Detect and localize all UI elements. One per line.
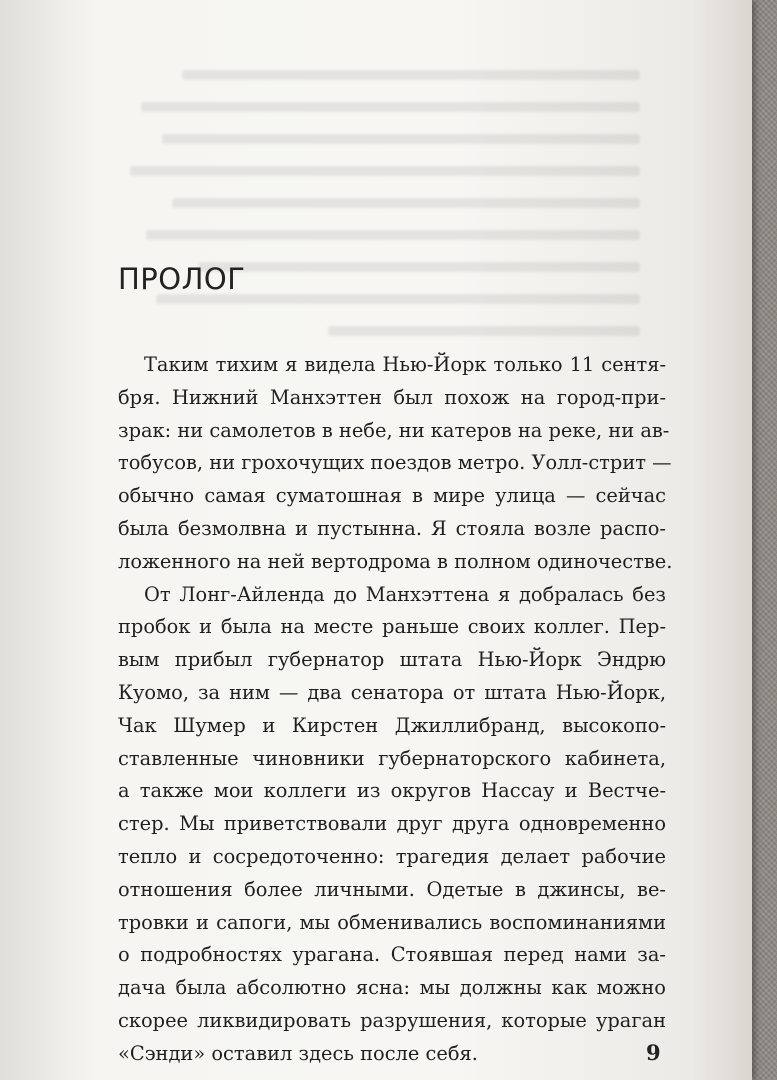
text-line: тобусов, ни грохочущих поездов метро. Уолл-стрит — <box>118 451 672 475</box>
text-line: ставленные чиновники губернаторского кабинета, <box>118 746 666 770</box>
show-through-text <box>120 70 640 360</box>
text-line: вым прибыл губернатор штата Нью-Йорк Эндрю <box>118 648 666 672</box>
text-line: «Сэнди» оставил здесь после себя. <box>118 1041 478 1065</box>
text-line: стер. Мы приветствовали друг друга одновременно <box>118 812 666 836</box>
text-line: пробок и была на месте раньше своих коллег. Пер- <box>118 615 666 639</box>
text-line: Таким тихим я видела Нью-Йорк только 11 сентя- <box>144 353 666 376</box>
text-line: тровки и сапоги, мы обменивались воспоминаниями <box>118 910 666 934</box>
text-line: дача была абсолютно ясна: мы должны как можно <box>118 976 666 1000</box>
text-line: Куомо, за ним — два сенатора от штата Нью-Йорк, <box>118 680 666 704</box>
text-line: От Лонг-Айленда до Манхэттена я добралась без <box>144 582 666 606</box>
text-line: о подробностях урагана. Стоявшая перед нами за- <box>118 943 666 967</box>
text-line: отношения более личными. Одетые в джинсы, ве- <box>118 877 666 901</box>
body-text <box>118 349 673 1071</box>
text-line: обычно самая суматошная в мире улица — сейчас <box>118 484 666 508</box>
text-line: бря. Нижний Манхэттен был похож на город-при- <box>118 385 666 409</box>
text-line: Чак Шумер и Кирстен Джиллибранд, высокопо- <box>118 713 666 737</box>
page-number: 9 <box>646 1040 661 1065</box>
text-line: скорее ликвидировать разрушения, которые ураган <box>118 1008 666 1032</box>
text-line: тепло и сосредоточенно: трагедия делает рабочие <box>118 844 666 868</box>
chapter-title: ПРОЛОГ <box>118 262 246 296</box>
text-line: ложенного на ней вертодрома в полном одиночестве. <box>118 549 673 573</box>
text-line: была безмолвна и пустынна. Я стояла возле распо- <box>118 516 666 540</box>
text-line: а также мои коллеги из округов Нассау и Вестче- <box>118 779 666 803</box>
page-gutter-shadow <box>0 0 98 1080</box>
text-line: зрак: ни самолетов в небе, ни катеров на реке, ни ав- <box>118 418 670 442</box>
